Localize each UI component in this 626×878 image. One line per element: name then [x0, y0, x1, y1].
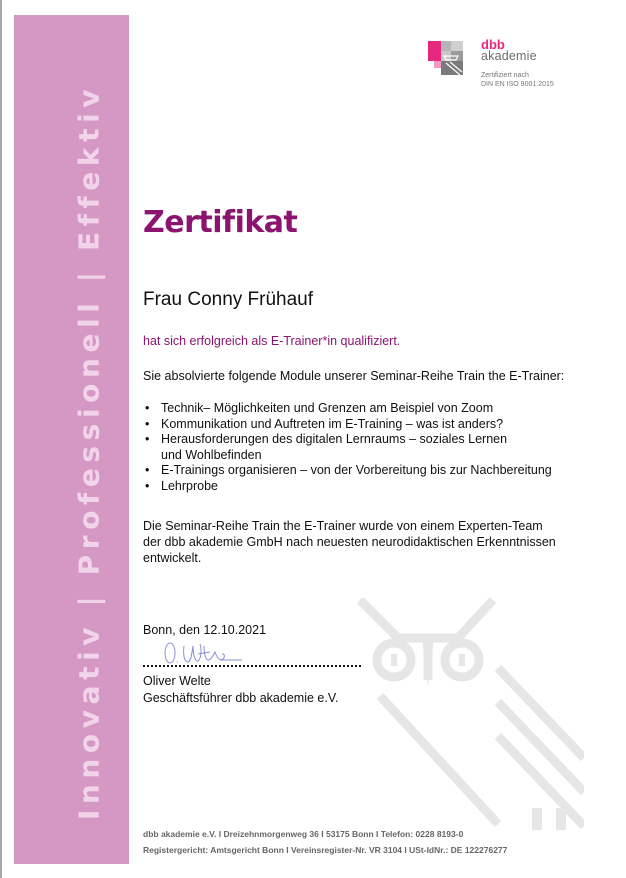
description-line: Die Seminar-Reihe Train the E-Trainer wurde von einem Experten-Team	[143, 519, 543, 533]
bullet-icon: •	[145, 463, 150, 477]
module-item	[143, 479, 552, 495]
logo-name-dbb: dbb	[481, 37, 505, 52]
program-description	[143, 518, 583, 566]
signature-icon	[162, 640, 242, 666]
place-and-date: Bonn, den 12.10.2021	[143, 623, 267, 637]
signer-name: Oliver Welte	[143, 674, 211, 688]
logo-certified-label: Zertifiziert nach	[481, 72, 529, 79]
owl-watermark-icon	[358, 598, 584, 830]
bullet-icon: •	[145, 401, 150, 415]
module-text: Kommunikation und Auftreten im E-Training – was ist anders?	[161, 416, 504, 431]
signature-line	[143, 665, 361, 667]
footer-registration: Registergericht: Amtsgericht Bonn I Vereinsregister-Nr. VR 3104 I USt-IdNr.: DE 122276277	[143, 845, 508, 855]
module-item	[143, 463, 552, 479]
logo-name-akademie: akademie	[481, 49, 537, 63]
module-text: Herausforderungen des digitalen Lernraums – soziales Lernen	[161, 432, 508, 446]
bullet-icon: •	[145, 416, 150, 431]
module-item	[143, 417, 552, 433]
module-text-continuation: und Wohlbefinden	[161, 447, 262, 462]
page-left-border	[0, 0, 2, 878]
modules-intro: Sie absolvierte folgende Module unserer Seminar-Reihe Train the E-Trainer:	[143, 369, 565, 383]
bullet-icon: •	[145, 432, 150, 446]
qualification-statement: hat sich erfolgreich als E-Trainer*in qualifiziert.	[143, 334, 401, 348]
dbb-akademie-logo	[428, 37, 568, 97]
description-line: der dbb akademie GmbH nach neuesten neurodidaktischen Erkenntnissen	[143, 535, 556, 549]
module-text: E-Trainings organisieren – von der Vorbereitung bis zur Nachbereitung	[161, 463, 552, 477]
module-text: Technik– Möglichkeiten und Grenzen am Beispiel von Zoom	[161, 401, 494, 415]
footer-address: dbb akademie e.V. I Dreizehnmorgenweg 36 I 53175 Bonn I Telefon: 0228 8193-0	[143, 829, 464, 839]
dbb-logo-mark-icon	[428, 37, 468, 77]
bullet-icon: •	[145, 478, 150, 493]
logo-iso-standard: DIN EN ISO 9001:2015	[481, 81, 554, 88]
sidebar-band	[14, 15, 129, 864]
module-item	[143, 432, 552, 463]
description-line: entwickelt.	[143, 551, 202, 565]
signer-role: Geschäftsführer dbb akademie e.V.	[143, 691, 339, 705]
sidebar-slogan: Innovativ | Professionell | Effektiv	[72, 83, 106, 821]
module-item	[143, 401, 552, 417]
modules-list	[143, 401, 552, 494]
recipient-name: Frau Conny Frühauf	[143, 289, 314, 310]
module-text: Lehrprobe	[161, 478, 218, 493]
certificate-title: Zertifikat	[143, 205, 298, 240]
